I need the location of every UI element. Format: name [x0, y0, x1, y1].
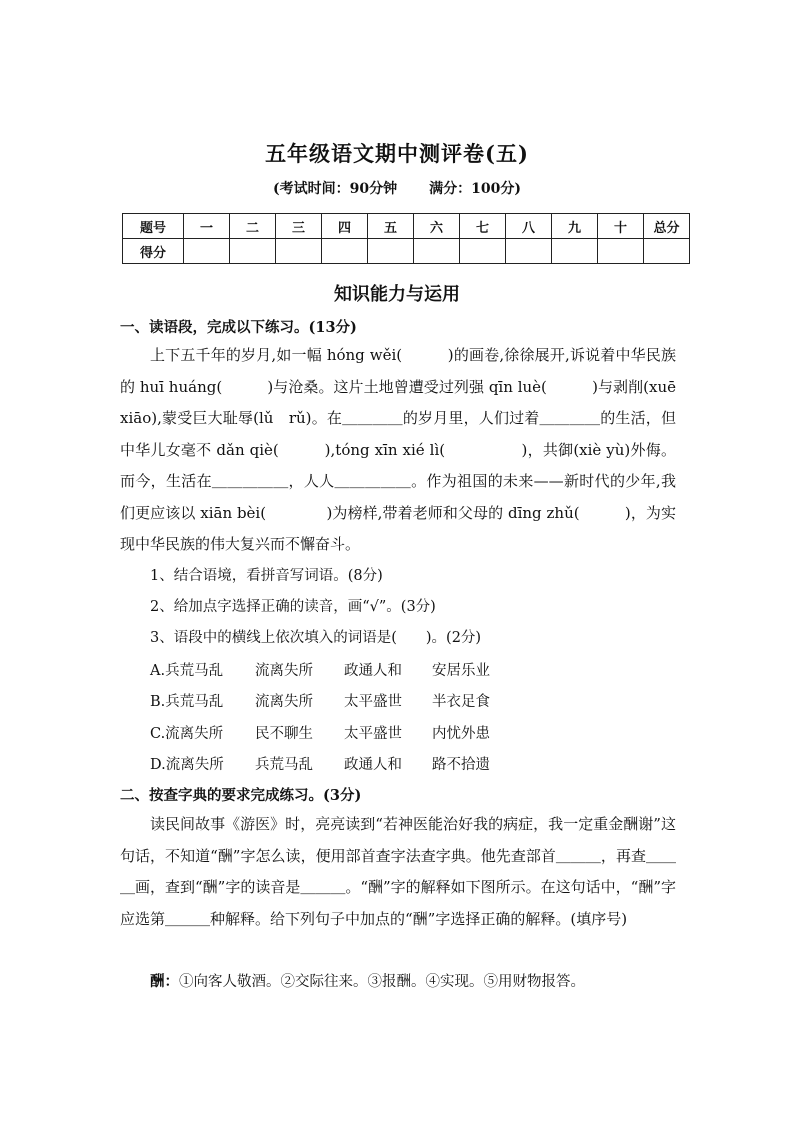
score-cell[interactable]: [460, 239, 506, 264]
score-table-col: 十: [598, 214, 644, 239]
score-cell[interactable]: [184, 239, 230, 264]
score-table-row-label: 得分: [123, 239, 184, 264]
score-table-col: 六: [414, 214, 460, 239]
option-word: 流离失所: [255, 663, 313, 679]
score-cell[interactable]: [368, 239, 414, 264]
score-table-score-row: [123, 239, 690, 264]
exam-full-score: 满分：100分): [429, 181, 521, 197]
section-title: 知识能力与运用: [334, 284, 460, 305]
option-d[interactable]: [150, 753, 490, 774]
option-c[interactable]: [150, 722, 490, 743]
option-word: D.流离失所: [150, 757, 224, 773]
question-1-sub-2: 2、给加点字选择正确的读音，画“√”。(3分): [150, 599, 436, 615]
score-table-col: 八: [506, 214, 552, 239]
definitions: [150, 970, 585, 991]
option-word: 政通人和: [344, 663, 402, 679]
score-table-col: 七: [460, 214, 506, 239]
score-table-col: 二: [230, 214, 276, 239]
option-word: A.兵荒马乱: [150, 663, 224, 679]
question-1-sub-1: 1、结合语境，看拼音写词语。(8分): [150, 568, 383, 584]
score-table-col: 总分: [644, 214, 690, 239]
score-table-col: 五: [368, 214, 414, 239]
option-word: 兵荒马乱: [255, 757, 313, 773]
score-cell[interactable]: [414, 239, 460, 264]
score-table-col: 四: [322, 214, 368, 239]
option-word: 路不拾遗: [432, 757, 490, 773]
question-1-passage: [120, 340, 676, 561]
definitions-text: ①向客人敬酒。②交际往来。③报酬。④实现。⑤用财物报答。: [179, 974, 585, 990]
question-1-heading: 一、读语段，完成以下练习。(13分): [120, 319, 357, 336]
score-table: [122, 213, 690, 264]
score-cell[interactable]: [506, 239, 552, 264]
definitions-label: 酬：: [150, 973, 179, 990]
option-b[interactable]: [150, 690, 490, 711]
score-cell[interactable]: [322, 239, 368, 264]
exam-time: (考试时间：90分钟: [273, 181, 398, 197]
score-table-col: 一: [184, 214, 230, 239]
score-table-col: 三: [276, 214, 322, 239]
exam-info: [0, 178, 794, 198]
option-word: 内忧外患: [432, 726, 490, 742]
score-table-header-label: 题号: [123, 214, 184, 239]
score-cell[interactable]: [644, 239, 690, 264]
score-table-header-row: [123, 214, 690, 239]
option-a[interactable]: [150, 659, 490, 680]
passage-text: 上下五千年的岁月,如一幅 hóng wěi( )的画卷,徐徐展开,诉说着中华民族的 huī huáng( )与沧桑。这片土地曾遭受过列强 qīn luè( )与剥削(xuē xiāo),蒙受巨大耻辱(lǔ rǔ)。在＿＿＿＿的岁月里，人们过着＿＿＿＿的生活，但中华儿女毫不 dǎn qiè( ),tóng xīn xié lì( )，共御(xiè yù)外侮。而今，生活在＿＿＿＿＿，人人＿＿＿＿＿。作为祖国的未来——新时代的少年,我们更应该以 xiān bèi( )为榜样,带着老师和父母的 dīng zhǔ( )，为实现中华民族的伟大复兴而不懈奋斗。: [120, 346, 676, 553]
score-cell[interactable]: [230, 239, 276, 264]
score-cell[interactable]: [598, 239, 644, 264]
question-2-heading: 二、按查字典的要求完成练习。(3分): [120, 787, 362, 804]
page-title: 五年级语文期中测评卷(五): [265, 141, 529, 166]
option-word: C.流离失所: [150, 726, 224, 742]
score-table-col: 九: [552, 214, 598, 239]
option-word: 民不聊生: [255, 726, 313, 742]
score-cell[interactable]: [552, 239, 598, 264]
question-1-sub-3: 3、语段中的横线上依次填入的词语是( )。(2分): [150, 630, 482, 646]
option-word: 太平盛世: [344, 694, 402, 710]
option-word: 政通人和: [344, 757, 402, 773]
option-word: 半衣足食: [432, 694, 490, 710]
question-2-passage: [120, 809, 676, 935]
score-cell[interactable]: [276, 239, 322, 264]
option-word: 安居乐业: [432, 663, 490, 679]
option-word: 流离失所: [255, 694, 313, 710]
option-word: B.兵荒马乱: [150, 694, 224, 710]
passage-text: 读民间故事《游医》时，亮亮读到“若神医能治好我的病症，我一定重金酬谢”这句话，不知道“酬”字怎么读，便用部首查字法查字典。他先查部首＿＿＿，再查＿＿＿画，查到“酬”字的读音是＿＿＿。“酬”字的解释如下图所示。在这句话中，“酬”字应选第＿＿＿种解释。给下列句子中加点的“酬”字选择正确的解释。(填序号): [120, 815, 677, 928]
option-word: 太平盛世: [344, 726, 402, 742]
